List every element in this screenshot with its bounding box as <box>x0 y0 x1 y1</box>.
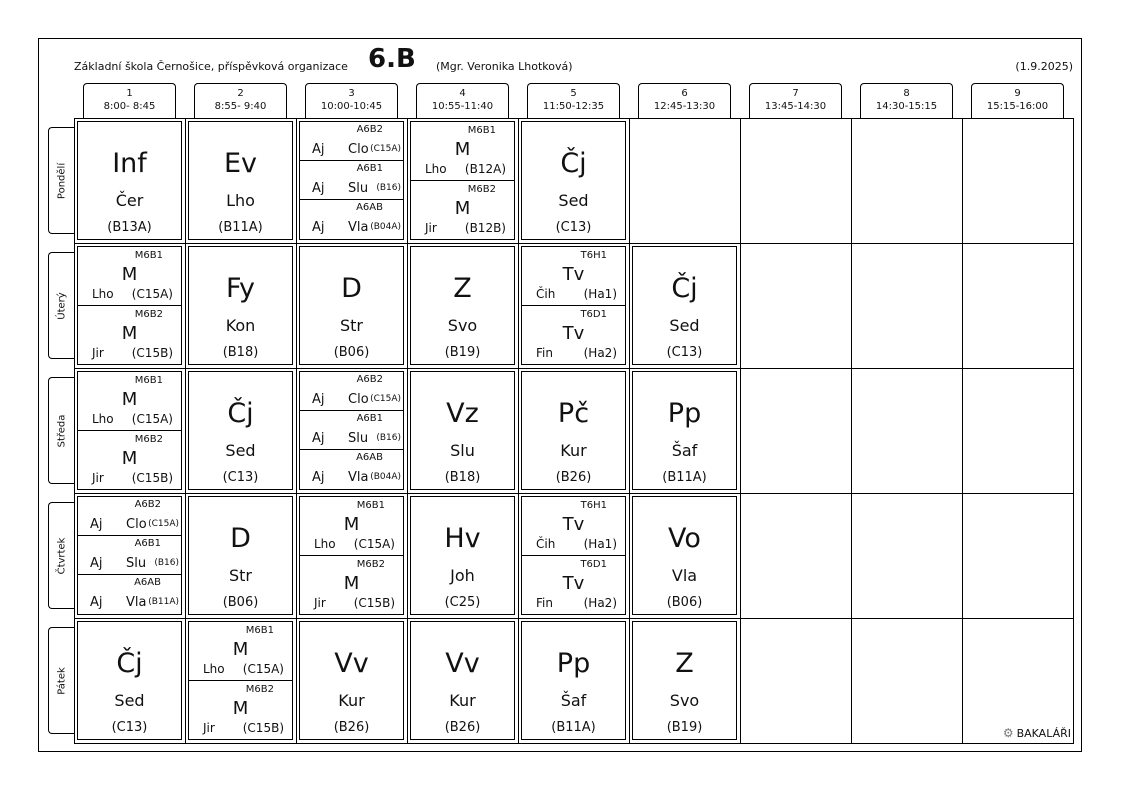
group-lesson[interactable] <box>300 497 403 556</box>
period-time: 12:45-13:30 <box>653 101 716 112</box>
group-code: M6B2 <box>134 433 163 445</box>
group-lesson[interactable] <box>78 247 181 306</box>
lesson-teacher: Lho <box>92 412 114 426</box>
lesson-room: (B26) <box>555 470 592 485</box>
lesson-teacher: Kur <box>449 691 476 710</box>
group-lesson[interactable] <box>78 431 181 490</box>
lesson-subject: M <box>232 697 249 719</box>
lesson-subject: Pp <box>667 398 702 429</box>
lesson-room: (C15A) <box>148 519 179 529</box>
lesson-room: (C15A) <box>131 287 173 301</box>
school-name: Základní škola Černošice, příspěvková organizace <box>74 60 348 73</box>
group-code: A6AB <box>134 577 161 588</box>
period-header <box>194 83 287 118</box>
lesson-cell[interactable] <box>521 621 626 740</box>
group-lesson[interactable] <box>78 306 181 365</box>
period-number: 9 <box>1014 88 1021 99</box>
lesson-teacher: Lho <box>92 287 114 301</box>
lesson-room: (B19) <box>666 720 703 735</box>
lesson-teacher: Kon <box>225 316 256 335</box>
lesson-subject: Aj <box>312 392 325 407</box>
lesson-room: (B26) <box>444 720 481 735</box>
group-lesson[interactable] <box>522 556 625 615</box>
lesson-subject: Aj <box>312 220 325 235</box>
lesson-teacher: Clo <box>126 517 147 532</box>
lesson-subject: Čj <box>560 148 587 179</box>
period-time: 10:00-10:45 <box>320 101 383 112</box>
lesson-teacher: Čih <box>536 287 556 301</box>
group-code: M6B2 <box>356 558 385 570</box>
column-divider <box>962 119 963 743</box>
column-divider <box>296 119 297 743</box>
lesson-subject: M <box>454 197 471 219</box>
lesson-room: (B04A) <box>370 472 401 482</box>
lesson-subject: Aj <box>312 431 325 446</box>
gear-icon: ⚙ <box>1002 726 1014 740</box>
lesson-subject: Čj <box>227 398 254 429</box>
group-code: M6B1 <box>356 500 385 511</box>
lesson-room: (B06) <box>666 595 703 610</box>
lesson-subject: Čj <box>116 648 143 679</box>
lesson-teacher: Šaf <box>671 441 698 460</box>
lesson-cell[interactable] <box>188 371 293 490</box>
lesson-subject: Ev <box>223 148 258 179</box>
group-code: A6AB <box>356 452 383 463</box>
group-code: A6B2 <box>134 499 161 510</box>
column-divider <box>851 119 852 743</box>
group-code: M6B2 <box>134 308 163 320</box>
lesson-room: (Ha2) <box>583 595 617 610</box>
lesson-teacher: Jir <box>203 720 215 735</box>
period-time: 15:15-16:00 <box>986 101 1049 112</box>
day-tab-3 <box>48 502 74 609</box>
period-header <box>305 83 398 118</box>
lesson-subject: Hv <box>444 523 481 554</box>
lesson-cell[interactable] <box>77 621 182 740</box>
period-time: 10:55-11:40 <box>431 101 494 112</box>
lesson-room: (C15B) <box>242 720 284 735</box>
lesson-cell[interactable] <box>521 121 626 240</box>
period-header <box>83 83 176 118</box>
lesson-room: (Ha1) <box>583 537 617 551</box>
lesson-room: (B11A) <box>662 470 707 485</box>
lesson-room: (B18) <box>444 470 481 485</box>
period-number: 6 <box>681 88 688 99</box>
group-lesson[interactable] <box>522 497 625 556</box>
period-time: 14:30-15:15 <box>875 101 938 112</box>
lesson-teacher: Kur <box>560 441 587 460</box>
group-lesson[interactable] <box>411 181 514 240</box>
lesson-teacher: Fin <box>536 595 553 610</box>
lesson-room: (B11A) <box>148 597 179 607</box>
lesson-teacher: Joh <box>450 566 475 585</box>
lesson-subject: Čj <box>671 273 698 304</box>
group-code: M6B1 <box>467 125 496 136</box>
lesson-teacher: Sed <box>114 691 145 710</box>
period-number: 2 <box>237 88 244 99</box>
group-lesson[interactable] <box>78 536 181 575</box>
group-code: A6B1 <box>356 163 383 174</box>
group-code: T6D1 <box>580 308 607 320</box>
period-time: 11:50-12:35 <box>542 101 605 112</box>
period-header <box>971 83 1064 118</box>
lesson-room: (B18) <box>222 345 259 360</box>
group-code: T6H1 <box>580 500 607 511</box>
lesson-room: (Ha2) <box>583 345 617 360</box>
lesson-room: (B26) <box>333 720 370 735</box>
lesson-subject: M <box>121 322 138 344</box>
group-code: A6B1 <box>134 538 161 549</box>
lesson-teacher: Slu <box>126 556 147 571</box>
group-lesson[interactable] <box>300 161 403 200</box>
column-divider <box>407 119 408 743</box>
lesson-subject: M <box>343 572 360 594</box>
lesson-teacher: Lho <box>314 537 336 551</box>
lesson-subject: Vo <box>668 523 701 554</box>
period-header <box>638 83 731 118</box>
group-lesson[interactable] <box>78 497 181 536</box>
row-divider <box>75 493 1073 494</box>
group-code: M6B2 <box>245 683 274 695</box>
lesson-subject: M <box>121 389 138 410</box>
lesson-teacher: Sed <box>558 191 589 210</box>
period-number: 3 <box>348 88 355 99</box>
lesson-subject: M <box>121 264 138 285</box>
lesson-cell[interactable] <box>188 121 293 240</box>
lesson-subject: Vv <box>445 648 480 679</box>
timetable-date: (1.9.2025) <box>1015 60 1073 73</box>
lesson-cell[interactable] <box>188 621 293 740</box>
group-code: M6B2 <box>467 183 496 195</box>
lesson-subject: Aj <box>90 595 103 610</box>
lesson-subject: M <box>121 447 138 469</box>
column-divider <box>185 119 186 743</box>
lesson-subject: D <box>230 523 251 554</box>
lesson-cell[interactable] <box>299 371 404 490</box>
lesson-room: (B19) <box>444 345 481 360</box>
group-lesson[interactable] <box>300 556 403 615</box>
lesson-teacher: Jir <box>92 470 104 485</box>
lesson-subject: Aj <box>312 470 325 485</box>
period-header <box>416 83 509 118</box>
period-header <box>860 83 953 118</box>
lesson-teacher: Slu <box>348 431 369 446</box>
lesson-teacher: Jir <box>314 595 326 610</box>
lesson-subject: Tv <box>562 572 585 594</box>
lesson-room: (C13) <box>555 220 592 235</box>
day-tab-4 <box>48 627 74 734</box>
lesson-subject: Pč <box>557 398 590 429</box>
lesson-room: (B06) <box>333 345 370 360</box>
lesson-room: (C15A) <box>242 662 284 676</box>
lesson-room: (C13) <box>666 345 703 360</box>
lesson-teacher: Lho <box>226 191 255 210</box>
lesson-room: (C15A) <box>370 144 401 154</box>
group-code: A6B2 <box>356 374 383 385</box>
lesson-teacher: Str <box>228 566 252 585</box>
day-name: Čtvrtek <box>56 537 67 574</box>
group-code: M6B1 <box>245 625 274 636</box>
lesson-subject: Aj <box>312 181 325 196</box>
row-divider <box>75 368 1073 369</box>
lesson-room: (B16) <box>376 183 401 193</box>
period-time: 13:45-14:30 <box>764 101 827 112</box>
group-code: A6AB <box>356 202 383 213</box>
row-divider <box>75 618 1073 619</box>
group-lesson[interactable] <box>300 122 403 161</box>
lesson-room: (B12B) <box>464 220 506 235</box>
lesson-teacher: Lho <box>203 662 225 676</box>
class-teacher: (Mgr. Veronika Lhotková) <box>436 60 573 73</box>
lesson-subject: Vz <box>446 398 479 429</box>
lesson-cell[interactable] <box>299 246 404 365</box>
group-lesson[interactable] <box>300 372 403 411</box>
group-lesson[interactable] <box>300 200 403 239</box>
group-code: A6B2 <box>356 124 383 135</box>
lesson-teacher: Clo <box>348 142 369 157</box>
lesson-room: (C15B) <box>131 470 173 485</box>
lesson-room: (B11A) <box>218 220 263 235</box>
lesson-teacher: Svo <box>669 691 700 710</box>
class-name: 6.B <box>368 44 416 74</box>
day-tab-0 <box>48 127 74 234</box>
lesson-subject: M <box>343 514 360 535</box>
lesson-room: (B13A) <box>107 220 152 235</box>
lesson-teacher: Vla <box>348 220 369 235</box>
group-code: M6B1 <box>134 375 163 386</box>
period-number: 8 <box>903 88 910 99</box>
lesson-subject: Tv <box>562 264 585 285</box>
lesson-cell[interactable] <box>410 496 515 615</box>
group-lesson[interactable] <box>78 575 181 614</box>
lesson-cell[interactable] <box>188 496 293 615</box>
lesson-cell[interactable] <box>77 496 182 615</box>
lesson-cell[interactable] <box>632 496 737 615</box>
lesson-subject: Fy <box>225 273 256 304</box>
lesson-teacher: Šaf <box>560 691 587 710</box>
lesson-cell[interactable] <box>410 621 515 740</box>
day-tab-1 <box>48 252 74 359</box>
column-divider <box>740 119 741 743</box>
bakalari-logo <box>1003 726 1071 740</box>
lesson-cell[interactable] <box>410 246 515 365</box>
lesson-subject: Inf <box>112 148 147 179</box>
lesson-teacher: Jir <box>425 220 437 235</box>
lesson-cell[interactable] <box>632 246 737 365</box>
group-code: A6B1 <box>356 413 383 424</box>
lesson-room: (B11A) <box>551 720 596 735</box>
lesson-room: (C15B) <box>353 595 395 610</box>
group-lesson[interactable] <box>78 372 181 431</box>
group-code: M6B1 <box>134 250 163 261</box>
lesson-teacher: Kur <box>338 691 365 710</box>
lesson-room: (C15A) <box>353 537 395 551</box>
day-tab-2 <box>48 377 74 484</box>
group-lesson[interactable] <box>522 306 625 365</box>
lesson-room: (C13) <box>111 720 148 735</box>
lesson-teacher: Čer <box>115 191 144 210</box>
lesson-room: (B06) <box>222 595 259 610</box>
lesson-teacher: Lho <box>425 162 447 176</box>
period-time: 8:00- 8:45 <box>103 101 156 112</box>
column-divider <box>629 119 630 743</box>
lesson-teacher: Vla <box>348 470 369 485</box>
period-number: 4 <box>459 88 466 99</box>
group-lesson[interactable] <box>522 247 625 306</box>
period-time: 8:55- 9:40 <box>214 101 267 112</box>
lesson-cell[interactable] <box>521 371 626 490</box>
group-lesson[interactable] <box>189 681 292 740</box>
period-header <box>749 83 842 118</box>
lesson-cell[interactable] <box>299 496 404 615</box>
lesson-teacher: Slu <box>348 181 369 196</box>
lesson-room: (C15B) <box>131 345 173 360</box>
lesson-teacher: Sed <box>669 316 700 335</box>
column-divider <box>518 119 519 743</box>
group-lesson[interactable] <box>189 622 292 681</box>
lesson-room: (B16) <box>154 558 179 568</box>
lesson-teacher: Sed <box>225 441 256 460</box>
lesson-cell[interactable] <box>299 621 404 740</box>
lesson-subject: M <box>232 639 249 660</box>
lesson-teacher: Slu <box>450 441 475 460</box>
lesson-cell[interactable] <box>410 371 515 490</box>
day-name: Úterý <box>56 291 67 320</box>
lesson-subject: Pp <box>556 648 591 679</box>
lesson-room: (C13) <box>222 470 259 485</box>
period-header <box>527 83 620 118</box>
lesson-teacher: Vla <box>126 595 147 610</box>
lesson-cell[interactable] <box>188 246 293 365</box>
lesson-teacher: Svo <box>447 316 478 335</box>
lesson-teacher: Fin <box>536 345 553 360</box>
row-divider <box>75 243 1073 244</box>
lesson-subject: Aj <box>90 517 103 532</box>
group-lesson[interactable] <box>300 411 403 450</box>
lesson-subject: D <box>341 273 362 304</box>
lesson-subject: Z <box>675 648 694 679</box>
lesson-cell[interactable] <box>632 371 737 490</box>
lesson-room: (C15A) <box>370 394 401 404</box>
group-lesson[interactable] <box>411 122 514 181</box>
period-number: 5 <box>570 88 577 99</box>
lesson-subject: Tv <box>562 514 585 535</box>
lesson-cell[interactable] <box>521 496 626 615</box>
group-lesson[interactable] <box>300 450 403 489</box>
lesson-cell[interactable] <box>521 246 626 365</box>
lesson-teacher: Jir <box>92 345 104 360</box>
lesson-cell[interactable] <box>77 121 182 240</box>
period-number: 1 <box>126 88 133 99</box>
lesson-subject: Vv <box>334 648 369 679</box>
lesson-subject: Aj <box>312 142 325 157</box>
logo-text: BAKALÁŘI <box>1016 727 1071 740</box>
lesson-subject: Z <box>453 273 472 304</box>
lesson-subject: M <box>454 139 471 160</box>
lesson-room: (B16) <box>376 433 401 443</box>
lesson-cell[interactable] <box>410 121 515 240</box>
lesson-room: (Ha1) <box>583 287 617 301</box>
lesson-teacher: Clo <box>348 392 369 407</box>
lesson-room: (B04A) <box>370 222 401 232</box>
lesson-cell[interactable] <box>77 246 182 365</box>
lesson-teacher: Čih <box>536 537 556 551</box>
lesson-cell[interactable] <box>77 371 182 490</box>
lesson-subject: Tv <box>562 322 585 344</box>
group-code: T6D1 <box>580 558 607 570</box>
lesson-room: (B12A) <box>464 162 506 176</box>
lesson-cell[interactable] <box>632 621 737 740</box>
lesson-subject: Aj <box>90 556 103 571</box>
day-name: Pátek <box>56 666 67 695</box>
day-name: Pondělí <box>56 162 67 199</box>
lesson-teacher: Vla <box>671 566 698 585</box>
lesson-teacher: Str <box>339 316 363 335</box>
day-name: Středa <box>56 414 67 447</box>
period-number: 7 <box>792 88 799 99</box>
lesson-room: (C25) <box>444 595 481 610</box>
group-code: T6H1 <box>580 250 607 261</box>
lesson-room: (C15A) <box>131 412 173 426</box>
lesson-cell[interactable] <box>299 121 404 240</box>
